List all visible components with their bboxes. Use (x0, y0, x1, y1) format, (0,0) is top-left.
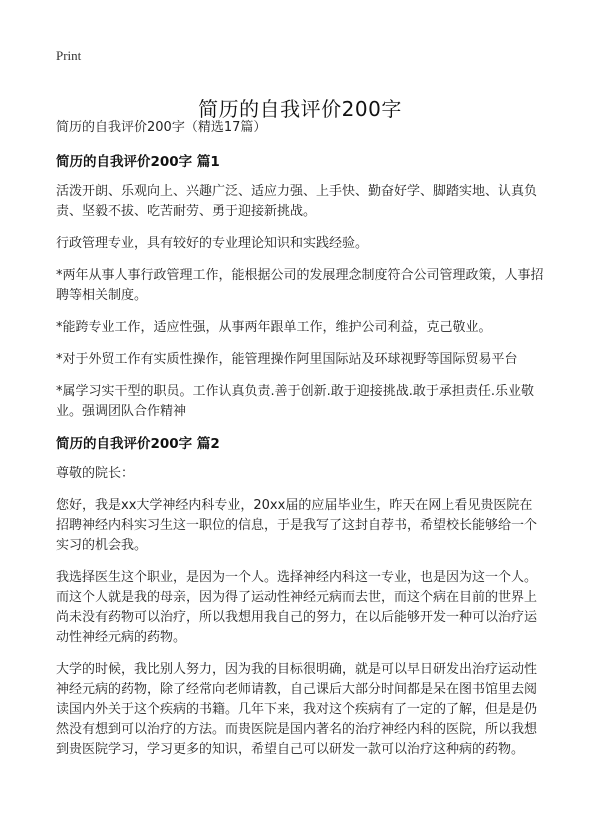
article-body (56, 118, 544, 772)
paragraph: 尊敬的院长： (56, 466, 135, 481)
page-title: 简历的自我评价200字 (198, 97, 402, 122)
paragraph: *能跨专业工作，适应性强，从事两年跟单工作，维护公司利益，克己敬业。 (56, 320, 492, 335)
section-heading-1: 简历的自我评价200字 篇1 (56, 154, 220, 170)
article-subtitle: 简历的自我评价200字（精选17篇） (56, 120, 267, 135)
paragraph: 我选择医生这个职业，是因为一个人。选择神经内科这一专业，也是因为这一个人。而这个人就是我的母亲，因为得了运动性神经元病而去世，而这个病在目前的世界上尚未没有药物可以治疗，所以我想用我自己的努力，在以后能够开发一种可以治疗运动性神经元病的药物。 (56, 570, 538, 645)
paragraph: *属学习实干型的职员。工作认真负责.善于创新.敢于迎接挑战.敢于承担责任.乐业敬业。强调团队合作精神 (56, 384, 535, 419)
paragraph: *两年从事人事行政管理工作，能根据公司的发展理念制度符合公司管理政策，人事招聘等相关制度。 (56, 268, 544, 303)
print-link[interactable]: Print (56, 48, 82, 63)
paragraph: 大学的时候，我比别人努力，因为我的目标很明确，就是可以早日研发出治疗运动性神经元病的药物，除了经常向老师请教，自己课后大部分时间都是呆在图书馆里去阅读国内外关于这个疾病的书籍。几年下来，我对这个疾病有了一定的了解，但是是仍然没有想到可以治疗的方法。而贵医院是国内著名的治疗神经内科的医院，所以我想到贵医院学习，学习更多的知识，希望自己可以研发一款可以治疗这种病的药物。 (56, 662, 538, 757)
paragraph: 您好，我是xx大学神经内科专业，20xx届的应届毕业生，昨天在网上看见贵医院在招聘神经内科实习生这一职位的信息，于是我写了这封自荐书，希望校长能够给一个实习的机会我。 (56, 498, 538, 553)
section-heading-2: 简历的自我评价200字 篇2 (56, 436, 220, 452)
paragraph: 行政管理专业，具有较好的专业理论知识和实践经验。 (56, 236, 369, 251)
paragraph: *对于外贸工作有实质性操作，能管理操作阿里国际站及环球视野等国际贸易平台 (56, 352, 518, 367)
paragraph: 活泼开朗、乐观向上、兴趣广泛、适应力强、上手快、勤奋好学、脚踏实地、认真负责、坚毅不拔、吃苦耐劳、勇于迎接新挑战。 (56, 184, 538, 219)
